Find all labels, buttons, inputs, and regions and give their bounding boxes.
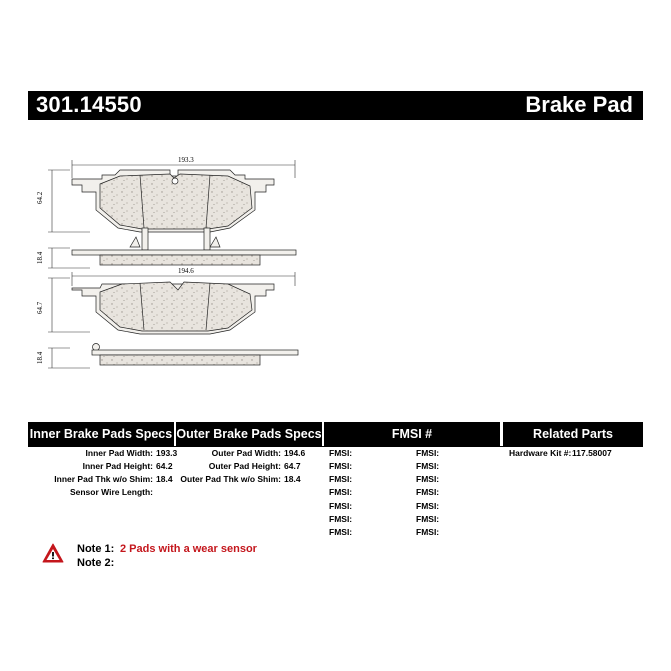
outer-height-dim: 64.7 bbox=[36, 301, 44, 314]
fmsi-label: FMSI: bbox=[416, 487, 440, 497]
outer-spec-label: Outer Pad Thk w/o Shim: bbox=[180, 474, 281, 484]
inner-pad-side-view bbox=[72, 228, 296, 265]
fmsi-label: FMSI: bbox=[329, 448, 353, 458]
inner-spec-label: Inner Pad Thk w/o Shim: bbox=[54, 474, 153, 484]
outer-pad-side-view bbox=[92, 344, 298, 366]
fmsi-label: FMSI: bbox=[329, 461, 353, 471]
inner-pad-front-view bbox=[72, 170, 274, 232]
fmsi-label: FMSI: bbox=[329, 501, 353, 511]
fmsi-header: FMSI # bbox=[324, 422, 500, 446]
fmsi-label: FMSI: bbox=[416, 474, 440, 484]
inner-spec-value: 18.4 bbox=[156, 474, 173, 484]
fmsi-label: FMSI: bbox=[416, 461, 440, 471]
inner-spec-label: Inner Pad Width: bbox=[85, 448, 153, 458]
fmsi-label: FMSI: bbox=[329, 514, 353, 524]
inner-spec-value: 193.3 bbox=[156, 448, 178, 458]
hardware-kit-value: 117.58007 bbox=[572, 448, 612, 458]
outer-pad-front-view bbox=[72, 282, 274, 334]
inner-specs-header: Inner Brake Pads Specs bbox=[28, 422, 174, 446]
inner-thickness-dim: 18.4 bbox=[36, 251, 44, 264]
fmsi-label: FMSI: bbox=[416, 448, 440, 458]
outer-width-dim: 194.6 bbox=[178, 267, 194, 275]
outer-spec-value: 64.7 bbox=[284, 461, 301, 471]
outer-spec-label: Outer Pad Width: bbox=[211, 448, 281, 458]
inner-spec-label: Sensor Wire Length: bbox=[69, 487, 153, 497]
related-parts-header: Related Parts bbox=[503, 422, 643, 446]
note2-label: Note 2: bbox=[77, 557, 115, 569]
fmsi-label: FMSI: bbox=[329, 487, 353, 497]
part-number: 301.14550 bbox=[36, 92, 142, 117]
fmsi-label: FMSI: bbox=[416, 514, 440, 524]
note1-label: Note 1: bbox=[77, 543, 115, 555]
inner-height-dim: 64.2 bbox=[36, 191, 44, 204]
note1-text: 2 Pads with a wear sensor bbox=[120, 543, 257, 555]
inner-width-dim: 193.3 bbox=[178, 156, 194, 164]
outer-spec-label: Outer Pad Height: bbox=[208, 461, 281, 471]
warning-triangle-icon bbox=[42, 543, 64, 563]
part-type: Brake Pad bbox=[525, 92, 633, 117]
outer-specs-header: Outer Brake Pads Specs bbox=[176, 422, 322, 446]
inner-spec-label: Inner Pad Height: bbox=[82, 461, 153, 471]
fmsi-label: FMSI: bbox=[329, 474, 353, 484]
hardware-kit-label: Hardware Kit #: bbox=[509, 448, 572, 458]
outer-thickness-dim: 18.4 bbox=[36, 351, 44, 364]
brake-pad-drawing bbox=[30, 150, 310, 375]
inner-spec-value: 64.2 bbox=[156, 461, 173, 471]
outer-spec-value: 194.6 bbox=[284, 448, 306, 458]
title-bar bbox=[28, 91, 643, 120]
fmsi-label: FMSI: bbox=[329, 527, 353, 537]
fmsi-label: FMSI: bbox=[416, 527, 440, 537]
fmsi-label: FMSI: bbox=[416, 501, 440, 511]
outer-spec-value: 18.4 bbox=[284, 474, 301, 484]
specs-divider bbox=[28, 446, 643, 447]
